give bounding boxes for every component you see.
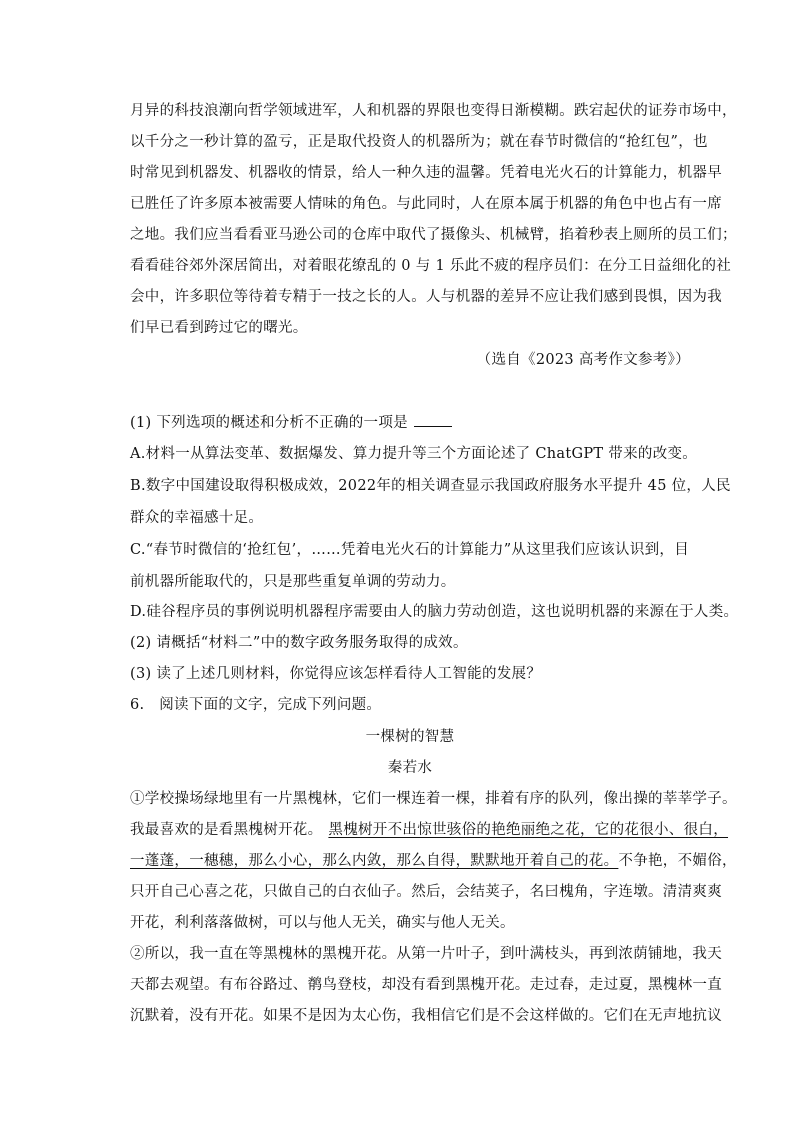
answer-blank: [414, 412, 452, 427]
essay-p1-line-4: 只开自己心喜之花，只做自己的白衣仙子。然后，会结荚子，名曰槐角，字连墩。清清爽爽: [130, 884, 722, 900]
question-2: (2) 请概括“材料二”中的数字政务服务取得的成效。: [130, 635, 468, 651]
essay-author: 秦若水: [387, 760, 433, 776]
underlined-sentence-start: 黑槐树开不出惊世骇俗的艳绝丽绝之花，它的花很小、很白，: [328, 822, 729, 838]
question-3: (3) 读了上述几则材料，你觉得应该怎样看待人工智能的发展？: [130, 666, 542, 682]
essay-p1-line-3: [130, 851, 737, 871]
material-line-2: 以千分之一秒计算的盈亏，正是取代投资人的机器所为；就在春节时微信的“抢红包”，也: [130, 134, 708, 150]
material-line-3: 时常见到机器发、机器收的情景，给人一种久违的温馨。凭着电光火石的计算能力，机器早: [130, 165, 722, 181]
essay-p1-plain-tail: 不争艳，不媚俗，: [618, 853, 737, 869]
q1-option-b-line-2: 群众的幸福感十足。: [130, 510, 264, 526]
underlined-sentence-end: 一蓬蓬，一穗穗，那么小心，那么内敛，那么自得，默默地开着自己的花。: [130, 853, 619, 869]
essay-p1-line-2: [130, 820, 729, 840]
q1-option-a: A.材料一从算法变革、数据爆发、算力提升等三个方面论述了 ChatGPT 带来的改变。: [130, 446, 698, 462]
material-line-1: 月异的科技浪潮向哲学领域进军，人和机器的界限也变得日渐模糊。跌宕起伏的证券市场中，: [130, 103, 737, 119]
essay-p1-line-5: 开花，利利落落做树，可以与他人无关，确实与他人无关。: [130, 915, 515, 931]
essay-p1-plain-text: 我最喜欢的是看黑槐树开花。: [130, 822, 323, 838]
q1-option-d: D.硅谷程序员的事例说明机器程序需要由人的脑力劳动创造，这也说明机器的来源在于人类。: [130, 604, 739, 620]
material-line-7: 会中，许多职位等待着专精于一技之长的人。人与机器的差异不应让我们感到畏惧，因为我: [130, 289, 722, 305]
essay-p2-line-1: ②所以，我一直在等黑槐林的黑槐开花。从第一片叶子，到叶满枝头，再到浓荫铺地，我天: [130, 946, 722, 962]
q1-option-b-line-1: B.数字中国建设取得积极成效，2022年的相关调查显示我国政府服务水平提升 45 位，人民: [130, 478, 731, 494]
essay-p1-line-1: ①学校操场绿地里有一片黑槐林，它们一棵连着一棵，排着有序的队列，像出操的莘莘学子。: [130, 791, 737, 807]
material-line-5: 之地。我们应当看看亚马逊公司的仓库中取代了摄像头、机械臂，掐着秒表上厕所的员工们；: [130, 227, 737, 243]
material-line-8: 们早已看到跨过它的曙光。: [130, 320, 308, 336]
q1-stem-line: [130, 412, 690, 433]
q1-option-c-line-2: 前机器所能取代的，只是那些重复单调的劳动力。: [130, 574, 456, 590]
q1-option-c-line-1: C.“春节时微信的‘抢红包’，……凭着电光火石的计算能力”从这里我们应该认识到，目: [130, 542, 690, 558]
material-line-4: 已胜任了许多原本被需要人情味的角色。与此同时，人在原本属于机器的角色中也占有一席: [130, 196, 722, 212]
essay-p2-line-3: 沉默着，没有开花。如果不是因为太心伤，我相信它们是不会这样做的。它们在无声地抗议: [130, 1008, 722, 1024]
source-note: （选自《2023 高考作文参考》）: [476, 352, 690, 368]
q1-stem: (1) 下列选项的概述和分析不正确的一项是: [130, 415, 408, 431]
material-line-6: 看看硅谷郊外深居简出，对着眼花缭乱的 0 与 1 乐此不疲的程序员们：在分工日益细化的社: [130, 258, 732, 274]
essay-title: 一棵树的智慧: [365, 729, 455, 745]
essay-p2-line-2: 天都去观望。有布谷路过、鹡鸟登枝，却没有看到黑槐开花。走过春，走过夏，黑槐林一直: [130, 977, 722, 993]
question-6: 6. 阅读下面的文字，完成下列问题。: [130, 697, 382, 713]
